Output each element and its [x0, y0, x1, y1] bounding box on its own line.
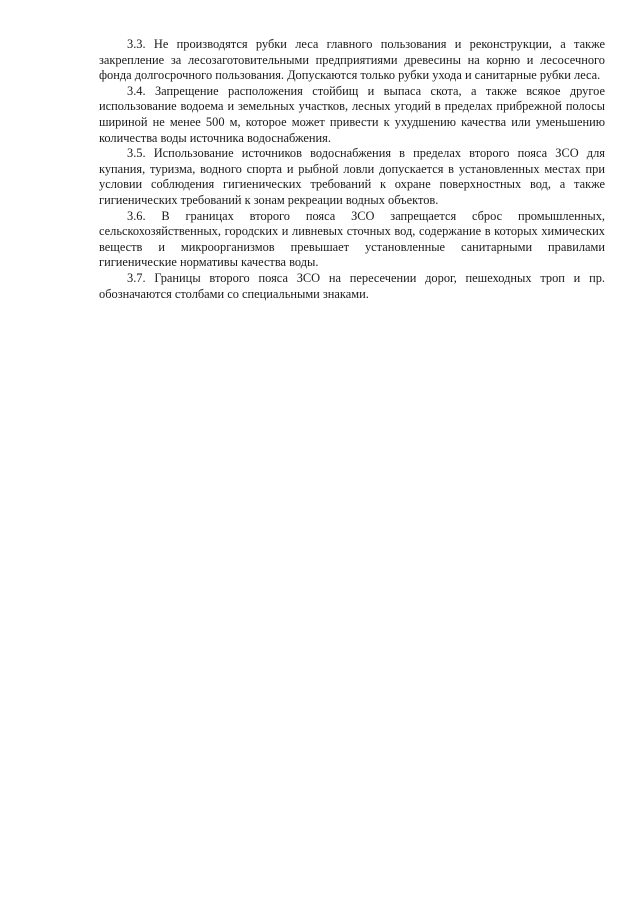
- paragraph-3-6: 3.6. В границах второго пояса ЗСО запрещается сброс промышленных, сельскохозяйственных, городских и ливневых сточных вод, содержание в которых химических веществ и микроорганизмов превышает установленные санитарными правилами гигиенические нормативы качества воды.: [99, 208, 605, 270]
- paragraph-3-7: 3.7. Границы второго пояса ЗСО на пересечении дорог, пешеходных троп и пр. обозначаются столбами со специальными знаками.: [99, 270, 605, 301]
- paragraph-3-3: 3.3. Не производятся рубки леса главного пользования и реконструкции, а также закрепление за лесозаготовительными предприятиями древесины на корню и лесосечного фонда долгосрочного пользования. Допускаются только рубки ухода и санитарные рубки леса.: [99, 37, 605, 83]
- paragraph-3-5: 3.5. Использование источников водоснабжения в пределах второго пояса ЗСО для купания, туризма, водного спорта и рыбной ловли допускается в установленных местах при условии соблюдения гигиенических требований к охране поверхностных вод, а также гигиенических требований к зонам рекреации водных объектов.: [99, 146, 605, 207]
- document-body: [99, 37, 605, 302]
- paragraph-3-4: 3.4. Запрещение расположения стойбищ и выпаса скота, а также всякое другое использование водоема и земельных участков, лесных угодий в пределах прибрежной полосы шириной не менее 500 м, которое может привести к ухудшению качества или уменьшению количества воды источника водоснабжения.: [99, 83, 605, 145]
